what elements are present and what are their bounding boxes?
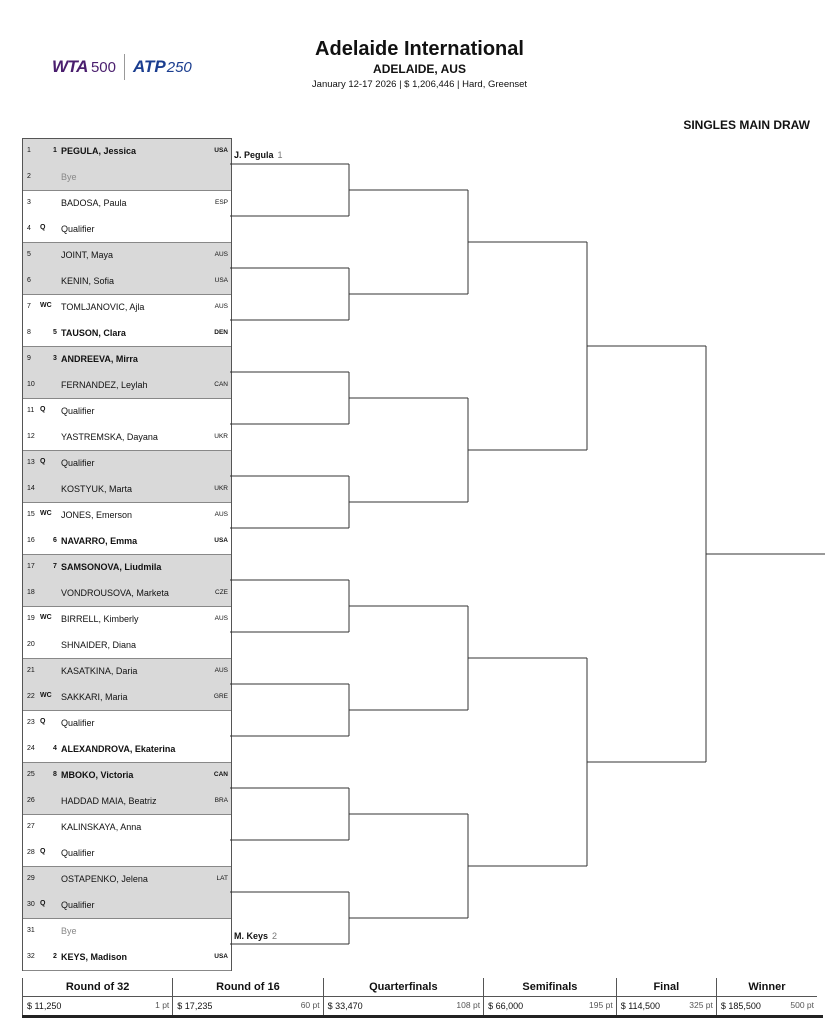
player-name: KENIN, Sofia bbox=[61, 276, 115, 286]
player-name: KALINSKAYA, Anna bbox=[61, 822, 142, 832]
draw-label: SINGLES MAIN DRAW bbox=[683, 118, 810, 132]
draw-position: 14 bbox=[27, 485, 35, 492]
prize-round-header: Semifinals bbox=[484, 978, 617, 997]
player-name: HADDAD MAIA, Beatriz bbox=[61, 796, 157, 806]
entry-status: WC bbox=[40, 302, 52, 309]
player-name: Qualifier bbox=[61, 458, 95, 468]
player-name: OSTAPENKO, Jelena bbox=[61, 874, 148, 884]
draw-position: 23 bbox=[27, 719, 35, 726]
player-name: MBOKO, Victoria bbox=[61, 770, 134, 780]
prize-cell bbox=[484, 997, 617, 1016]
prize-amount: $ 11,250 bbox=[27, 1001, 62, 1011]
round2-seed: 1 bbox=[277, 150, 283, 160]
draw-position: 7 bbox=[27, 303, 31, 310]
player-country: DEN bbox=[214, 329, 228, 336]
prize-round-header: Round of 32 bbox=[23, 978, 173, 997]
player-name: ALEXANDROVA, Ekaterina bbox=[61, 744, 176, 754]
draw-position: 2 bbox=[27, 173, 31, 180]
draw-position: 18 bbox=[27, 589, 35, 596]
player-name: Qualifier bbox=[61, 224, 95, 234]
prize-amount: $ 66,000 bbox=[488, 1001, 524, 1011]
atp-logo: ATP bbox=[132, 57, 166, 76]
player-name: KOSTYUK, Marta bbox=[61, 484, 133, 494]
player-name: SAMSONOVA, Liudmila bbox=[61, 562, 162, 572]
draw-position: 15 bbox=[27, 511, 35, 518]
draw-position: 12 bbox=[27, 433, 35, 440]
player-country: UKR bbox=[214, 433, 228, 440]
prize-points: 1 pt bbox=[155, 1000, 170, 1010]
draw-position: 13 bbox=[27, 459, 35, 466]
player-country: USA bbox=[214, 147, 228, 154]
draw-position: 10 bbox=[27, 381, 35, 388]
draw-position: 6 bbox=[27, 277, 31, 284]
draw-position: 9 bbox=[27, 355, 31, 362]
prize-amount: $ 185,500 bbox=[720, 1001, 761, 1011]
player-name: TAUSON, Clara bbox=[61, 328, 126, 338]
player-country: USA bbox=[214, 953, 228, 960]
prize-cell bbox=[716, 997, 817, 1016]
draw-position: 30 bbox=[27, 901, 35, 908]
prize-points: 195 pt bbox=[589, 1000, 613, 1010]
seed-number: 5 bbox=[53, 329, 57, 336]
player-country: AUS bbox=[214, 511, 228, 518]
player-name: Qualifier bbox=[61, 848, 95, 858]
player-name: JONES, Emerson bbox=[61, 510, 133, 520]
player-country: LAT bbox=[216, 875, 228, 882]
player-name: TOMLJANOVIC, Ajla bbox=[61, 302, 145, 312]
player-country: AUS bbox=[214, 667, 228, 674]
player-name: BIRRELL, Kimberly bbox=[61, 614, 139, 624]
player-country: CAN bbox=[214, 381, 228, 388]
draw-position: 1 bbox=[27, 147, 31, 154]
player-name: NAVARRO, Emma bbox=[61, 536, 138, 546]
draw-position: 19 bbox=[27, 615, 35, 622]
player-name: Bye bbox=[61, 926, 77, 936]
prize-cell bbox=[323, 997, 483, 1016]
player-name: BADOSA, Paula bbox=[61, 198, 127, 208]
seed-number: 2 bbox=[53, 953, 57, 960]
tournament-title: Adelaide International bbox=[315, 38, 524, 60]
draw-position: 22 bbox=[27, 693, 35, 700]
draw-position: 25 bbox=[27, 771, 35, 778]
round2-entry-top bbox=[234, 150, 283, 160]
tournament-info: January 12-17 2026 | $ 1,206,446 | Hard, Greenset bbox=[311, 79, 528, 90]
seed-number: 8 bbox=[53, 771, 57, 778]
tournament-location: ADELAIDE, AUS bbox=[373, 62, 466, 76]
draw-position: 27 bbox=[27, 823, 35, 830]
atp-level: 250 bbox=[166, 58, 192, 76]
player-name: Qualifier bbox=[61, 406, 95, 416]
draw-position: 21 bbox=[27, 667, 35, 674]
draw-position: 5 bbox=[27, 251, 31, 258]
entry-status: Q bbox=[40, 224, 46, 231]
prize-cell bbox=[616, 997, 716, 1016]
prize-points: 108 pt bbox=[456, 1000, 481, 1010]
prize-cell bbox=[23, 997, 173, 1016]
entry-status: WC bbox=[40, 510, 52, 517]
prize-round-header: Final bbox=[616, 978, 716, 997]
round2-name: M. Keys bbox=[234, 931, 269, 941]
wta-logo: WTA bbox=[52, 57, 88, 76]
draw-position: 28 bbox=[27, 849, 35, 856]
player-country: AUS bbox=[214, 251, 228, 258]
draw-position: 17 bbox=[27, 563, 35, 570]
draw-position: 26 bbox=[27, 797, 35, 804]
prize-amount: $ 17,235 bbox=[177, 1001, 213, 1011]
round2-seed: 2 bbox=[272, 931, 278, 941]
round2-entry-bottom bbox=[234, 931, 277, 941]
prize-round-header: Winner bbox=[716, 978, 817, 997]
prize-amount: $ 114,500 bbox=[620, 1001, 661, 1011]
draw-position: 32 bbox=[27, 953, 35, 960]
seed-number: 3 bbox=[53, 355, 57, 362]
round2-name: J. Pegula bbox=[234, 150, 274, 160]
entry-status: Q bbox=[40, 406, 46, 413]
player-name: ANDREEVA, Mirra bbox=[61, 354, 138, 364]
player-country: USA bbox=[214, 537, 228, 544]
player-name: FERNANDEZ, Leylah bbox=[61, 380, 148, 390]
seed-number: 7 bbox=[53, 563, 57, 570]
prize-table-bottom-rule bbox=[22, 1015, 823, 1018]
draw-position: 20 bbox=[27, 641, 35, 648]
entry-status: Q bbox=[40, 848, 46, 855]
prize-round-header: Quarterfinals bbox=[323, 978, 483, 997]
draw-position: 31 bbox=[27, 927, 35, 934]
seed-number: 1 bbox=[53, 147, 57, 154]
player-name: Bye bbox=[61, 172, 77, 182]
player-name: VONDROUSOVA, Marketa bbox=[61, 588, 169, 598]
player-country: AUS bbox=[214, 615, 228, 622]
player-country: USA bbox=[214, 277, 228, 284]
draw-position: 11 bbox=[27, 407, 35, 414]
player-name: SAKKARI, Maria bbox=[61, 692, 128, 702]
prize-points: 60 pt bbox=[300, 1000, 320, 1010]
player-country: GRE bbox=[213, 693, 228, 700]
player-name: Qualifier bbox=[61, 900, 95, 910]
draw-position: 16 bbox=[27, 537, 35, 544]
player-name: YASTREMSKA, Dayana bbox=[61, 432, 158, 442]
draw-position: 24 bbox=[27, 745, 35, 752]
player-name: Qualifier bbox=[61, 718, 95, 728]
prize-round-header: Round of 16 bbox=[173, 978, 323, 997]
entry-status: Q bbox=[40, 718, 46, 725]
player-country: BRA bbox=[214, 797, 228, 804]
player-country: AUS bbox=[214, 303, 228, 310]
draw-position: 3 bbox=[27, 199, 31, 206]
player-country: CAN bbox=[213, 771, 228, 778]
prize-points: 325 pt bbox=[689, 1000, 713, 1010]
entry-status: WC bbox=[40, 692, 52, 699]
player-name: KEYS, Madison bbox=[61, 952, 128, 962]
prize-money-table bbox=[22, 978, 817, 1015]
wta-level: 500 bbox=[90, 58, 116, 76]
player-name: KASATKINA, Daria bbox=[61, 666, 138, 676]
draw-position: 29 bbox=[27, 875, 35, 882]
player-country: ESP bbox=[214, 199, 228, 206]
seed-number: 4 bbox=[53, 745, 57, 752]
seed-number: 6 bbox=[53, 537, 57, 544]
player-country: UKR bbox=[214, 485, 228, 492]
prize-points: 500 pt bbox=[790, 1000, 814, 1010]
entry-status: Q bbox=[40, 900, 46, 907]
prize-amount: $ 33,470 bbox=[327, 1001, 363, 1011]
entry-status: Q bbox=[40, 458, 46, 465]
entry-status: WC bbox=[40, 614, 52, 621]
draw-position: 4 bbox=[27, 225, 31, 232]
player-name: PEGULA, Jessica bbox=[61, 146, 137, 156]
prize-cell bbox=[173, 997, 323, 1016]
player-name: SHNAIDER, Diana bbox=[61, 640, 137, 650]
draw-position: 8 bbox=[27, 329, 31, 336]
player-country: CZE bbox=[215, 589, 228, 596]
player-name: JOINT, Maya bbox=[61, 250, 114, 260]
